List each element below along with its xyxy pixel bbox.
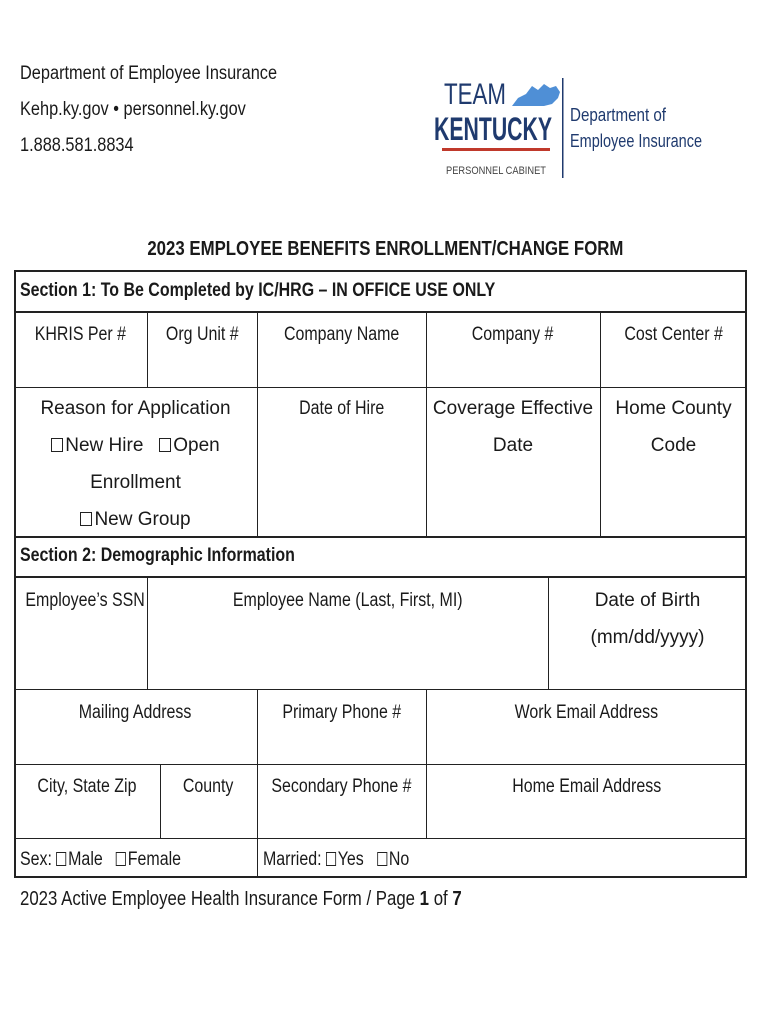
- divider: [14, 576, 747, 578]
- logo-cabinet-text: PERSONNEL CABINET: [446, 165, 547, 177]
- enrollment-label: Enrollment: [90, 472, 181, 493]
- logo-team-text: TEAM: [444, 78, 506, 111]
- company-number-label[interactable]: Company #: [472, 324, 554, 345]
- header-contact: [20, 56, 277, 164]
- new-hire-checkbox[interactable]: [51, 438, 63, 452]
- divider: [14, 838, 747, 839]
- new-group-label: New Group: [94, 509, 191, 530]
- married-label: Married:: [263, 849, 322, 870]
- yes-label: Yes: [337, 849, 364, 870]
- married-no-checkbox[interactable]: [377, 852, 387, 866]
- married-yes-checkbox[interactable]: [326, 852, 336, 866]
- divider: [14, 689, 747, 690]
- form-title: 2023 EMPLOYEE BENEFITS ENROLLMENT/CHANGE FORM: [146, 238, 624, 260]
- male-label: Male: [68, 849, 103, 870]
- company-name-label[interactable]: Company Name: [283, 324, 400, 345]
- employee-ssn-label[interactable]: Employee’s SSN: [25, 590, 145, 611]
- primary-phone-label[interactable]: Primary Phone #: [282, 702, 401, 723]
- department-name: Department of Employee Insurance: [20, 63, 278, 84]
- org-unit-label[interactable]: Org Unit #: [165, 324, 239, 345]
- sex-field: [20, 841, 212, 878]
- divider: [14, 764, 747, 765]
- kentucky-state-icon: [512, 84, 560, 106]
- female-label: Female: [127, 849, 182, 870]
- male-checkbox[interactable]: [56, 852, 66, 866]
- logo-dept-line2: Employee Insurance: [570, 131, 702, 151]
- total-pages: 7: [452, 888, 462, 910]
- websites: Kehp.ky.gov • personnel.ky.gov: [20, 99, 246, 120]
- secondary-phone-label[interactable]: Secondary Phone #: [271, 776, 412, 797]
- open-label: Open: [173, 435, 220, 456]
- current-page: 1: [419, 888, 430, 910]
- footer-of: of: [429, 888, 453, 910]
- footer-text: 2023 Active Employee Health Insurance Form / Page: [20, 888, 420, 910]
- mailing-address-label[interactable]: Mailing Address: [79, 702, 192, 723]
- sex-label: Sex:: [20, 849, 52, 870]
- no-label: No: [388, 849, 410, 870]
- date-of-hire-label[interactable]: Date of Hire: [298, 398, 385, 419]
- logo-dept-line1: Department of: [570, 105, 667, 125]
- page-footer: [20, 888, 462, 911]
- section1-heading: Section 1: To Be Completed by IC/HRG – IN OFFICE USE ONLY: [20, 280, 496, 301]
- reason-for-application: [14, 390, 257, 538]
- logo-divider: [562, 78, 564, 178]
- new-group-checkbox[interactable]: [80, 512, 92, 526]
- female-checkbox[interactable]: [116, 852, 126, 866]
- date-of-birth-label[interactable]: Date of Birth (mm/dd/yyyy): [590, 590, 705, 648]
- cost-center-label[interactable]: Cost Center #: [624, 324, 723, 345]
- employee-name-label[interactable]: Employee Name (Last, First, MI): [232, 590, 463, 611]
- divider: [14, 387, 747, 388]
- divider: [14, 311, 747, 313]
- logo-kentucky-text: KENTUCKY: [434, 111, 552, 147]
- home-county-code-label[interactable]: Home County Code: [615, 398, 732, 456]
- city-state-zip-label[interactable]: City, State Zip: [37, 776, 137, 797]
- work-email-label[interactable]: Work Email Address: [514, 702, 659, 723]
- reason-title: Reason for Application: [40, 398, 231, 419]
- phone-number: 1.888.581.8834: [20, 135, 134, 156]
- team-kentucky-logo: [432, 76, 712, 182]
- open-enrollment-checkbox[interactable]: [159, 438, 171, 452]
- coverage-effective-date-label[interactable]: Coverage Effective Date: [432, 398, 594, 456]
- logo-red-bar: [442, 148, 550, 151]
- home-email-label[interactable]: Home Email Address: [511, 776, 662, 797]
- section2-heading: Section 2: Demographic Information: [20, 545, 295, 566]
- new-hire-label: New Hire: [65, 435, 144, 456]
- khris-per-label[interactable]: KHRIS Per #: [34, 324, 127, 345]
- married-field: [263, 841, 437, 878]
- county-label[interactable]: County: [183, 776, 234, 797]
